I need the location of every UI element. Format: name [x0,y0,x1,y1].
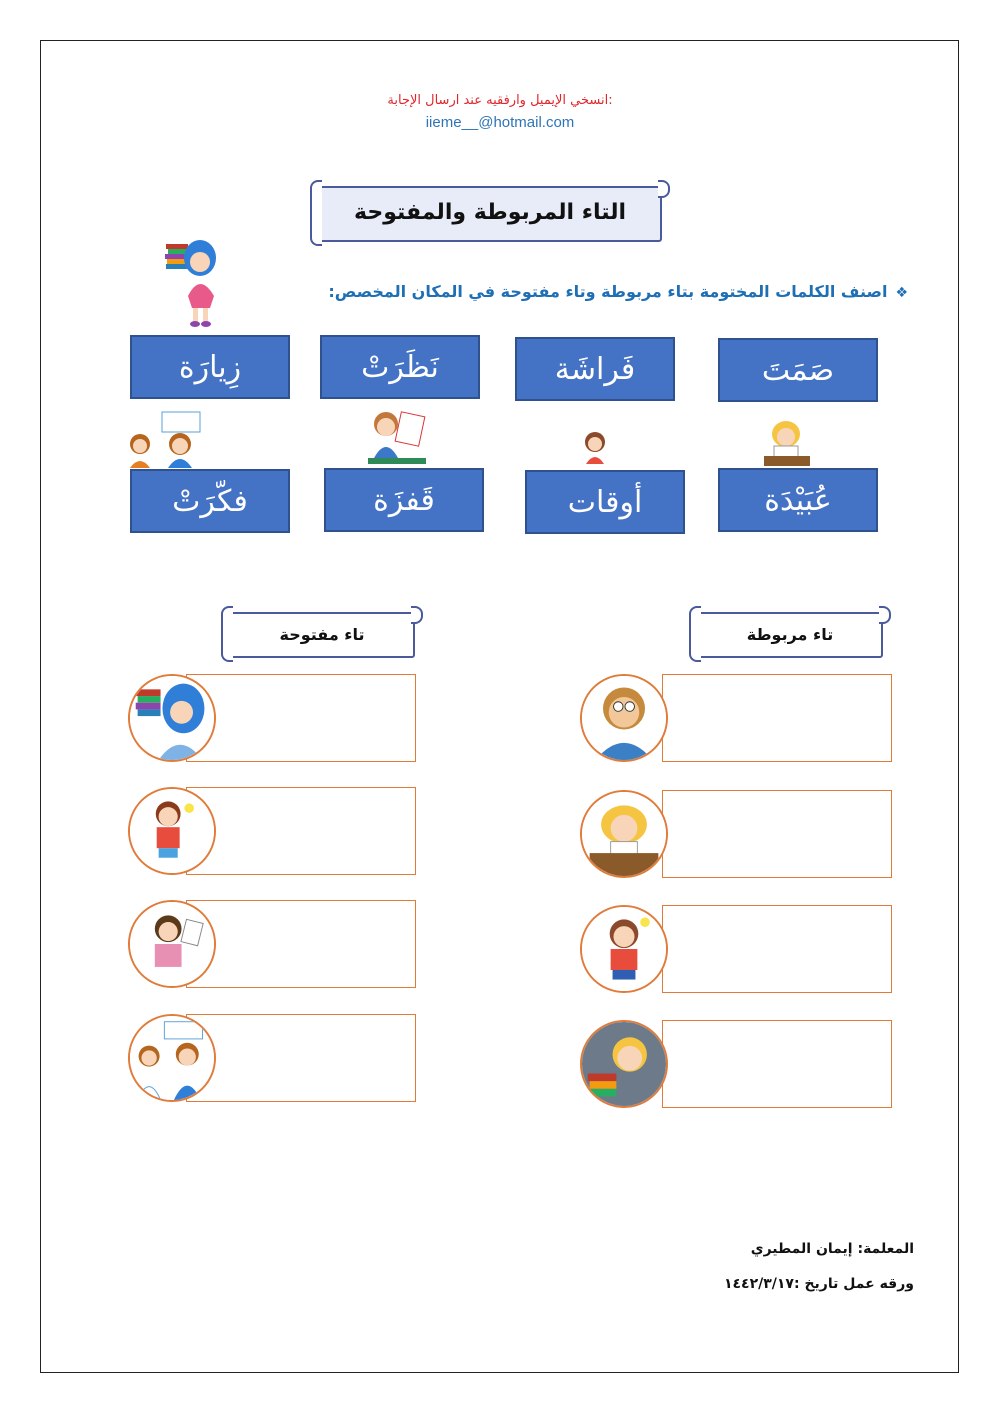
teacher-name: المعلمة: إيمان المطيري [750,1241,914,1257]
boy-reading-illustration [364,408,430,466]
open-answer-slot[interactable] [186,787,416,875]
girl-paper-avatar [128,900,216,988]
closed-answer-slot[interactable] [662,1020,892,1108]
closed-answer-slot[interactable] [662,905,892,993]
girl-books-avatar [580,1020,668,1108]
word-card[interactable]: أوقات [525,470,685,534]
email-instruction-note: انسخي الإيميل وارفقيه عند ارسال الإجابة: [387,93,613,108]
closed-answer-slot[interactable] [662,790,892,878]
word-card[interactable]: فكّرَتْ [130,469,290,533]
small-girl-illustration [578,430,612,466]
open-answer-slot[interactable] [186,1014,416,1102]
instruction-line [328,282,908,301]
thinking-boy-avatar [580,674,668,762]
girl-books-blue-avatar [128,674,216,762]
category-closed-label: تاء مربوطة [746,625,834,644]
category-open-label: تاء مفتوحة [279,625,365,644]
word-card[interactable]: زِيارَة [130,335,290,399]
word-card[interactable]: قَفزَة [324,468,484,532]
girl-idea-avatar [128,787,216,875]
bullet-icon: ❖ [895,285,908,301]
word-card[interactable]: عُبَيْدَة [718,468,878,532]
open-answer-slot[interactable] [186,674,416,762]
page-title: التاء المربوطة والمفتوحة [354,200,626,225]
word-card[interactable]: صَمَتَ [718,338,878,402]
girl-books-illustration [160,236,230,328]
instruction-text: اصنف الكلمات المختومة بتاء مربوطة وتاء مفتوحة في المكان المخصص: [328,282,888,301]
two-kids-avatar [128,1014,216,1102]
category-closed-header [697,612,883,658]
two-kids-sign-illustration [124,410,220,468]
category-open-header [229,612,415,658]
girl-reading-avatar [580,905,668,993]
teacher-email: iieme__@hotmail.com [425,114,575,131]
girl-desk-avatar [580,790,668,878]
open-answer-slot[interactable] [186,900,416,988]
worksheet-date: ورقه عمل تاريخ :١٤٤٢/٣/١٧ [723,1276,914,1292]
title-banner [318,186,662,242]
girl-desk-illustration [758,418,814,468]
closed-answer-slot[interactable] [662,674,892,762]
word-card[interactable]: نَظَرَتْ [320,335,480,399]
word-card[interactable]: فَراشَة [515,337,675,401]
